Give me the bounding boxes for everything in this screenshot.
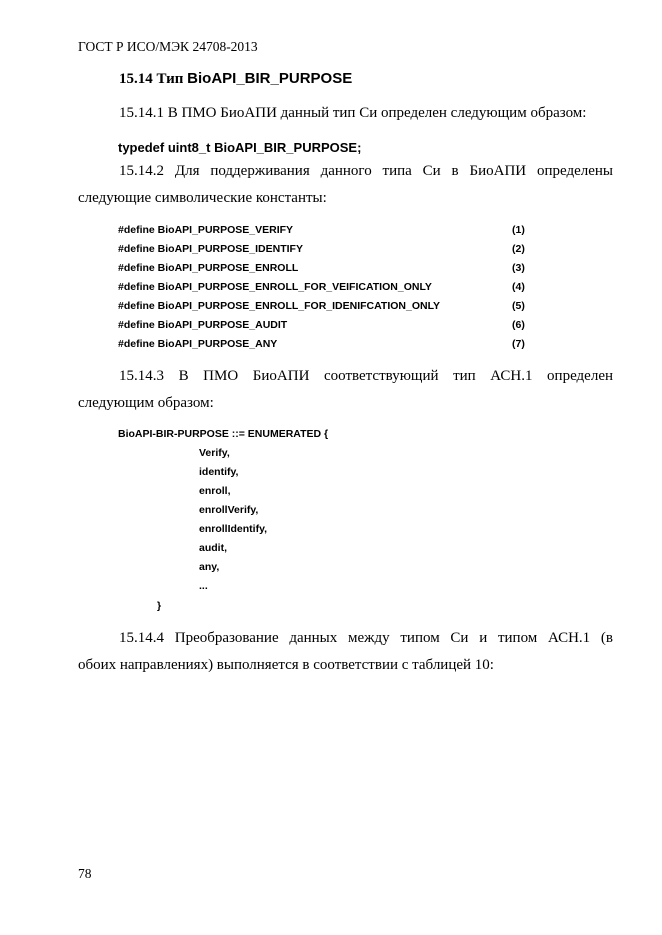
section-heading xyxy=(119,70,352,88)
define-row xyxy=(118,224,528,238)
define-row xyxy=(118,281,528,295)
define-row xyxy=(118,262,528,276)
define-text: #define BioAPI_PURPOSE_ENROLL_FOR_VEIFICATION_ONLY xyxy=(118,281,432,293)
define-number: (7) xyxy=(512,338,525,350)
asn-head: BioAPI-BIR-PURPOSE ::= ENUMERATED { xyxy=(118,428,329,440)
define-number: (6) xyxy=(512,319,525,331)
typedef-line: typedef uint8_t BioAPI_BIR_PURPOSE; xyxy=(118,140,362,155)
asn-close: } xyxy=(157,600,162,612)
paragraph-15-14-2-line1: 15.14.2 Для поддерживания данного типа Си в БиоАПИ определены xyxy=(119,163,613,179)
define-number: (3) xyxy=(512,262,525,274)
define-text: #define BioAPI_PURPOSE_ENROLL_FOR_IDENIFCATION_ONLY xyxy=(118,300,441,312)
asn-item: enroll, xyxy=(199,485,231,497)
document-header: ГОСТ Р ИСО/МЭК 24708-2013 xyxy=(78,39,258,54)
asn-item: enrollIdentify, xyxy=(199,523,268,535)
define-row xyxy=(118,338,528,352)
define-text: #define BioAPI_PURPOSE_ANY xyxy=(118,338,278,350)
define-text: #define BioAPI_PURPOSE_AUDIT xyxy=(118,319,288,331)
paragraph-15-14-1: 15.14.1 В ПМО БиоАПИ данный тип Си определен следующим образом: xyxy=(119,105,587,121)
asn-item: ... xyxy=(199,580,208,592)
page-number: 78 xyxy=(78,866,92,881)
paragraph-15-14-2-line2: следующие символические константы: xyxy=(78,190,327,206)
asn-item: audit, xyxy=(199,542,227,554)
section-prefix: Тип xyxy=(156,71,184,87)
define-text: #define BioAPI_PURPOSE_VERIFY xyxy=(118,224,294,236)
asn-item: enrollVerify, xyxy=(199,504,259,516)
paragraph-15-14-4-line2: обоих направлениях) выполняется в соответствии с таблицей 10: xyxy=(78,657,494,673)
asn-item: identify, xyxy=(199,466,239,478)
section-number: 15.14 xyxy=(119,71,153,87)
define-number: (1) xyxy=(512,224,525,236)
define-text: #define BioAPI_PURPOSE_IDENTIFY xyxy=(118,243,303,255)
define-text: #define BioAPI_PURPOSE_ENROLL xyxy=(118,262,299,274)
asn-item: Verify, xyxy=(199,447,230,459)
section-code: BioAPI_BIR_PURPOSE xyxy=(187,70,353,87)
asn-item: any, xyxy=(199,561,220,573)
define-number: (2) xyxy=(512,243,525,255)
define-row xyxy=(118,300,528,314)
define-number: (4) xyxy=(512,281,525,293)
define-row xyxy=(118,319,528,333)
paragraph-15-14-4-line1: 15.14.4 Преобразование данных между типом Си и типом АСН.1 (в xyxy=(119,630,613,646)
paragraph-15-14-3-line1: 15.14.3 В ПМО БиоАПИ соответствующий тип АСН.1 определен xyxy=(119,368,613,384)
define-row xyxy=(118,243,528,257)
define-number: (5) xyxy=(512,300,525,312)
paragraph-15-14-3-line2: следующим образом: xyxy=(78,395,214,411)
